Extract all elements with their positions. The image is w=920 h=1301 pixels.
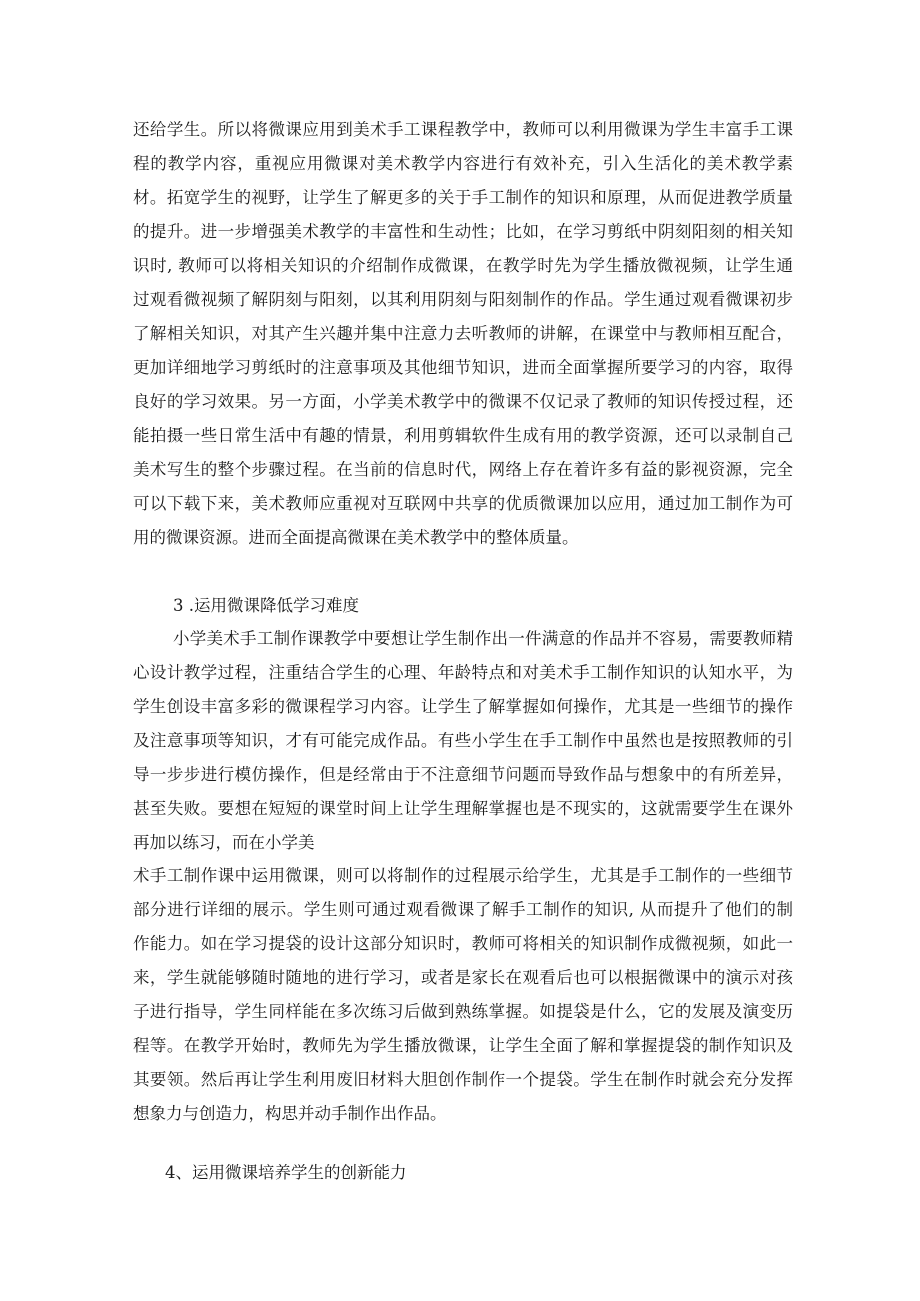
text-line: 材。拓宽学生的视野，让学生了解更多的关于手工制作的知识和原理，从而促进教学质量 (133, 188, 793, 207)
text-line: 程的教学内容，重视应用微课对美术教学内容进行有效补充，引入生活化的美术教学素 (133, 154, 793, 173)
text-line: 及注意事项等知识，才有可能完成作品。有些小学生在手工制作中虽然也是按照教师的引 (133, 731, 793, 750)
text-line: 部分进行详细的展示。学生则可通过观看微课了解手工制作的知识, 从而提升了他们的制 (133, 900, 793, 919)
text-line: 更加详细地学习剪纸时的注意事项及其他细节知识，进而全面掌握所要学习的内容，取得 (133, 358, 793, 377)
text-line: 美术写生的整个步骤过程。在当前的信息时代，网络上存在着许多有益的影视资源，完全 (133, 460, 793, 479)
text-line: 子进行指导，学生同样能在多次练习后做到熟练掌握。如提袋是什么，它的发展及演变历 (133, 1002, 793, 1021)
text-line: 其要领。然后再让学生利用废旧材料大胆创作制作一个提袋。学生在制作时就会充分发挥 (133, 1070, 793, 1089)
text-line: 的提升。进一步增强美术教学的丰富性和生动性；比如，在学习剪纸中阴刻阳刻的相关知 (133, 222, 793, 241)
text-line: 可以下载下来，美术教师应重视对互联网中共享的优质微课加以应用，通过加工制作为可 (133, 494, 793, 513)
text-line: 程等。在教学开始时，教师先为学生播放微课，让学生全面了解和掌握提袋的制作知识及 (133, 1036, 793, 1055)
text-line: 识时, 教师可以将相关知识的介绍制作成微课，在教学时先为学生播放微视频，让学生通 (133, 256, 793, 275)
text-line: 良好的学习效果。另一方面，小学美术教学中的微课不仅记录了教师的知识传授过程，还 (133, 392, 793, 411)
text-line: 能拍摄一些日常生活中有趣的情景，利用剪辑软件生成有用的教学资源，还可以录制自己 (133, 426, 793, 445)
text-line: 心设计教学过程，注重结合学生的心理、年龄特点和对美术手工制作知识的认知水平，为 (133, 663, 793, 682)
section-heading: 3 .运用微课降低学习难度 (173, 596, 359, 615)
text-line: 学生创设丰富多彩的微课程学习内容。让学生了解掌握如何操作，尤其是一些细节的操作 (133, 697, 793, 716)
section-heading: 4、运用微课培养学生的创新能力 (165, 1163, 407, 1182)
text-line: 想象力与创造力，构思并动手制作出作品。 (133, 1104, 447, 1123)
text-line: 甚至失败。要想在短短的课堂时间上让学生理解掌握也是不现实的，这就需要学生在课外 (133, 799, 793, 818)
text-line: 了解相关知识，对其产生兴趣并集中注意力去听教师的讲解，在课堂中与教师相互配合， (133, 324, 793, 343)
text-line: 作能力。如在学习提袋的设计这部分知识时，教师可将相关的知识制作成微视频，如此一 (133, 934, 793, 953)
text-line: 术手工制作课中运用微课，则可以将制作的过程展示给学生，尤其是手工制作的一些细节 (133, 866, 793, 885)
text-line: 用的微课资源。进而全面提高微课在美术教学中的整体质量。 (133, 528, 579, 547)
text-line: 还给学生。所以将微课应用到美术手工课程教学中，教师可以利用微课为学生丰富手工课 (133, 120, 793, 139)
text-line: 小学美术手工制作课教学中要想让学生制作出一件满意的作品并不容易，需要教师精 (173, 629, 793, 648)
text-line: 再加以练习，而在小学美 (133, 833, 315, 852)
text-line: 来，学生就能够随时随地的进行学习，或者是家长在观看后也可以根据微课中的演示对孩 (133, 968, 793, 987)
text-line: 导一步步进行模仿操作，但是经常由于不注意细节问题而导致作品与想象中的有所差异， (133, 765, 793, 784)
text-line: 过观看微视频了解阴刻与阳刻，以其利用阴刻与阳刻制作的作品。学生通过观看微课初步 (133, 290, 793, 309)
